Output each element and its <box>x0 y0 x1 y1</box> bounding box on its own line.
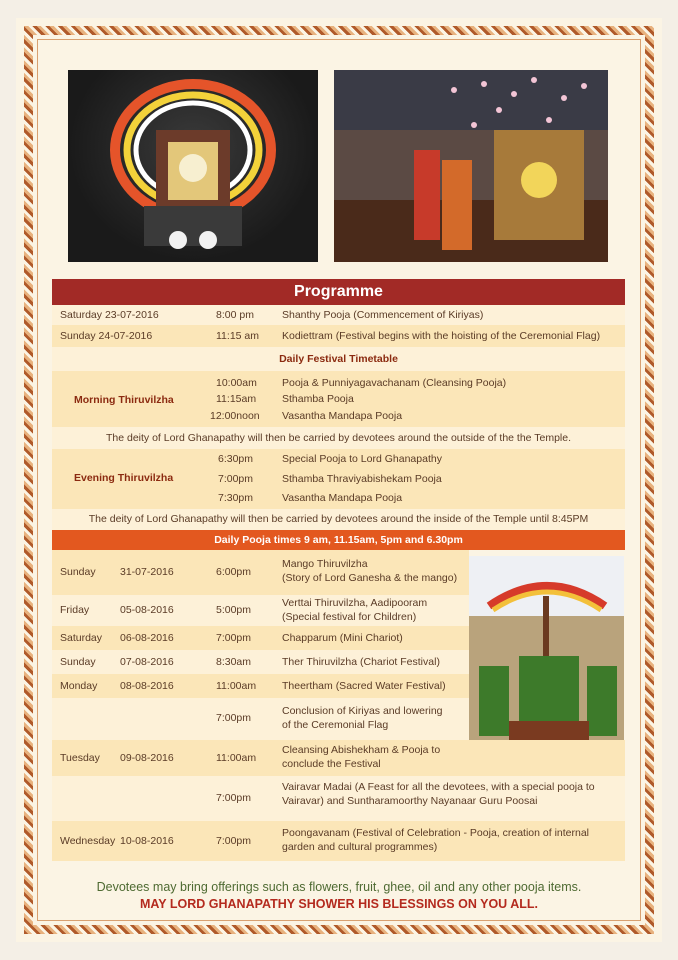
morning-desc: Sthamba Pooja <box>282 393 354 405</box>
row-desc: Theertham (Sacred Water Festival) <box>282 680 446 692</box>
chariot-photo <box>469 556 624 758</box>
row-date: 08-08-2016 <box>120 680 174 692</box>
row-time: 8:30am <box>216 656 252 668</box>
table-row <box>52 776 625 821</box>
row-date: 07-08-2016 <box>120 656 174 668</box>
row-desc: of the Ceremonial Flag <box>282 719 389 731</box>
row-time: 11:15 am <box>216 330 259 342</box>
row-desc: (Story of Lord Ganesha & the mango) <box>282 572 458 584</box>
table-row <box>52 740 625 776</box>
row-time: 7:00pm <box>216 632 252 644</box>
row-time: 11:00am <box>216 752 257 764</box>
row-date: Sunday 24-07-2016 <box>60 330 153 342</box>
morning-desc: Vasantha Mandapa Pooja <box>282 410 403 422</box>
table-row <box>52 550 469 595</box>
row-desc: Ther Thiruvilzha (Chariot Festival) <box>282 656 440 668</box>
evening-block <box>52 449 625 509</box>
table-row <box>52 325 625 347</box>
table-row <box>52 626 469 650</box>
row-desc: Kodiettram (Festival begins with the hoisting of the Ceremonial Flag) <box>282 330 601 342</box>
blessing-line: MAY LORD GHANAPATHY SHOWER HIS BLESSINGS ON YOU ALL. <box>140 897 538 911</box>
morning-time: 10:00am <box>216 377 257 389</box>
row-desc: Vairavar) and Suntharamoorthy Nayanaar Guru Poosai <box>282 795 538 807</box>
row-desc: Shanthy Pooja (Commencement of Kiriyas) <box>282 309 484 321</box>
row-desc: Conclusion of Kiriyas and lowering <box>282 705 443 717</box>
row-day: Sunday <box>60 656 96 668</box>
row-date: 06-08-2016 <box>120 632 174 644</box>
morning-note: The deity of Lord Ghanapathy will then be carried by devotees around the outside of the the Temple. <box>52 427 625 449</box>
row-date: 31-07-2016 <box>120 566 174 578</box>
row-time: 8:00 pm <box>216 309 254 321</box>
row-desc: Chapparum (Mini Chariot) <box>282 632 403 644</box>
evening-time: 7:30pm <box>218 492 254 504</box>
row-desc: Mango Thiruvilzha <box>282 558 368 570</box>
row-day: Tuesday <box>60 752 100 764</box>
row-time: 5:00pm <box>216 604 252 616</box>
daily-timetable-heading <box>52 347 625 371</box>
evening-label: Evening Thiruvilzha <box>74 472 174 484</box>
row-time: 7:00pm <box>216 792 252 804</box>
row-date: 05-08-2016 <box>120 604 174 616</box>
row-time: 6:00pm <box>216 566 252 578</box>
row-time: 7:00pm <box>216 712 252 724</box>
daily-pooja-bar: Daily Pooja times 9 am, 11.15am, 5pm and 6.30pm <box>52 530 625 550</box>
table-row <box>52 821 625 861</box>
evening-desc: Sthamba Thraviyabishekam Pooja <box>282 473 442 485</box>
row-day: Wednesday <box>60 835 116 847</box>
evening-time: 7:00pm <box>218 473 254 485</box>
row-desc: conclude the Festival <box>282 758 381 770</box>
row-day: Sunday <box>60 566 96 578</box>
programme-title: Programme <box>52 279 625 305</box>
evening-note: The deity of Lord Ghanapathy will then be carried by devotees around the inside of the Temple until 8:45PM <box>52 509 625 530</box>
row-time: 11:00am <box>216 680 257 692</box>
row-date: 09-08-2016 <box>120 752 174 764</box>
daily-timetable-label: Daily Festival Timetable <box>279 353 398 365</box>
table-row <box>52 650 469 674</box>
row-date: Saturday 23-07-2016 <box>60 309 159 321</box>
row-desc: Poongavanam (Festival of Celebration - Pooja, creation of internal <box>282 827 590 839</box>
row-day: Friday <box>60 604 90 616</box>
table-row <box>52 595 469 626</box>
row-day: Monday <box>60 680 98 692</box>
row-desc: Verttai Thiruvilzha, Aadipooram <box>282 597 428 609</box>
row-desc: garden and cultural programmes) <box>282 841 438 853</box>
row-desc: Cleansing Abishekham & Pooja to <box>282 744 441 756</box>
offerings-note: Devotees may bring offerings such as flowers, fruit, ghee, oil and any other pooja items. <box>96 880 582 894</box>
row-desc: Vairavar Madai (A Feast for all the devotees, with a special pooja to <box>282 781 595 793</box>
ceremony-photo <box>334 70 608 262</box>
evening-desc: Special Pooja to Lord Ghanapathy <box>282 453 442 465</box>
morning-label: Morning Thiruvilzha <box>74 394 174 406</box>
row-time: 7:00pm <box>216 835 252 847</box>
morning-desc: Pooja & Punniyagavachanam (Cleansing Pooja) <box>282 377 507 389</box>
evening-desc: Vasantha Mandapa Pooja <box>282 492 403 504</box>
morning-time: 11:15am <box>216 393 257 405</box>
row-desc: (Special festival for Children) <box>282 611 417 623</box>
table-row <box>52 674 469 698</box>
table-row <box>52 698 469 740</box>
table-row <box>52 305 625 325</box>
row-date: 10-08-2016 <box>120 835 174 847</box>
morning-time: 12:00noon <box>210 410 260 422</box>
deity-photo <box>68 70 318 262</box>
morning-block <box>52 371 625 427</box>
evening-time: 6:30pm <box>218 453 254 465</box>
row-day: Saturday <box>60 632 103 644</box>
